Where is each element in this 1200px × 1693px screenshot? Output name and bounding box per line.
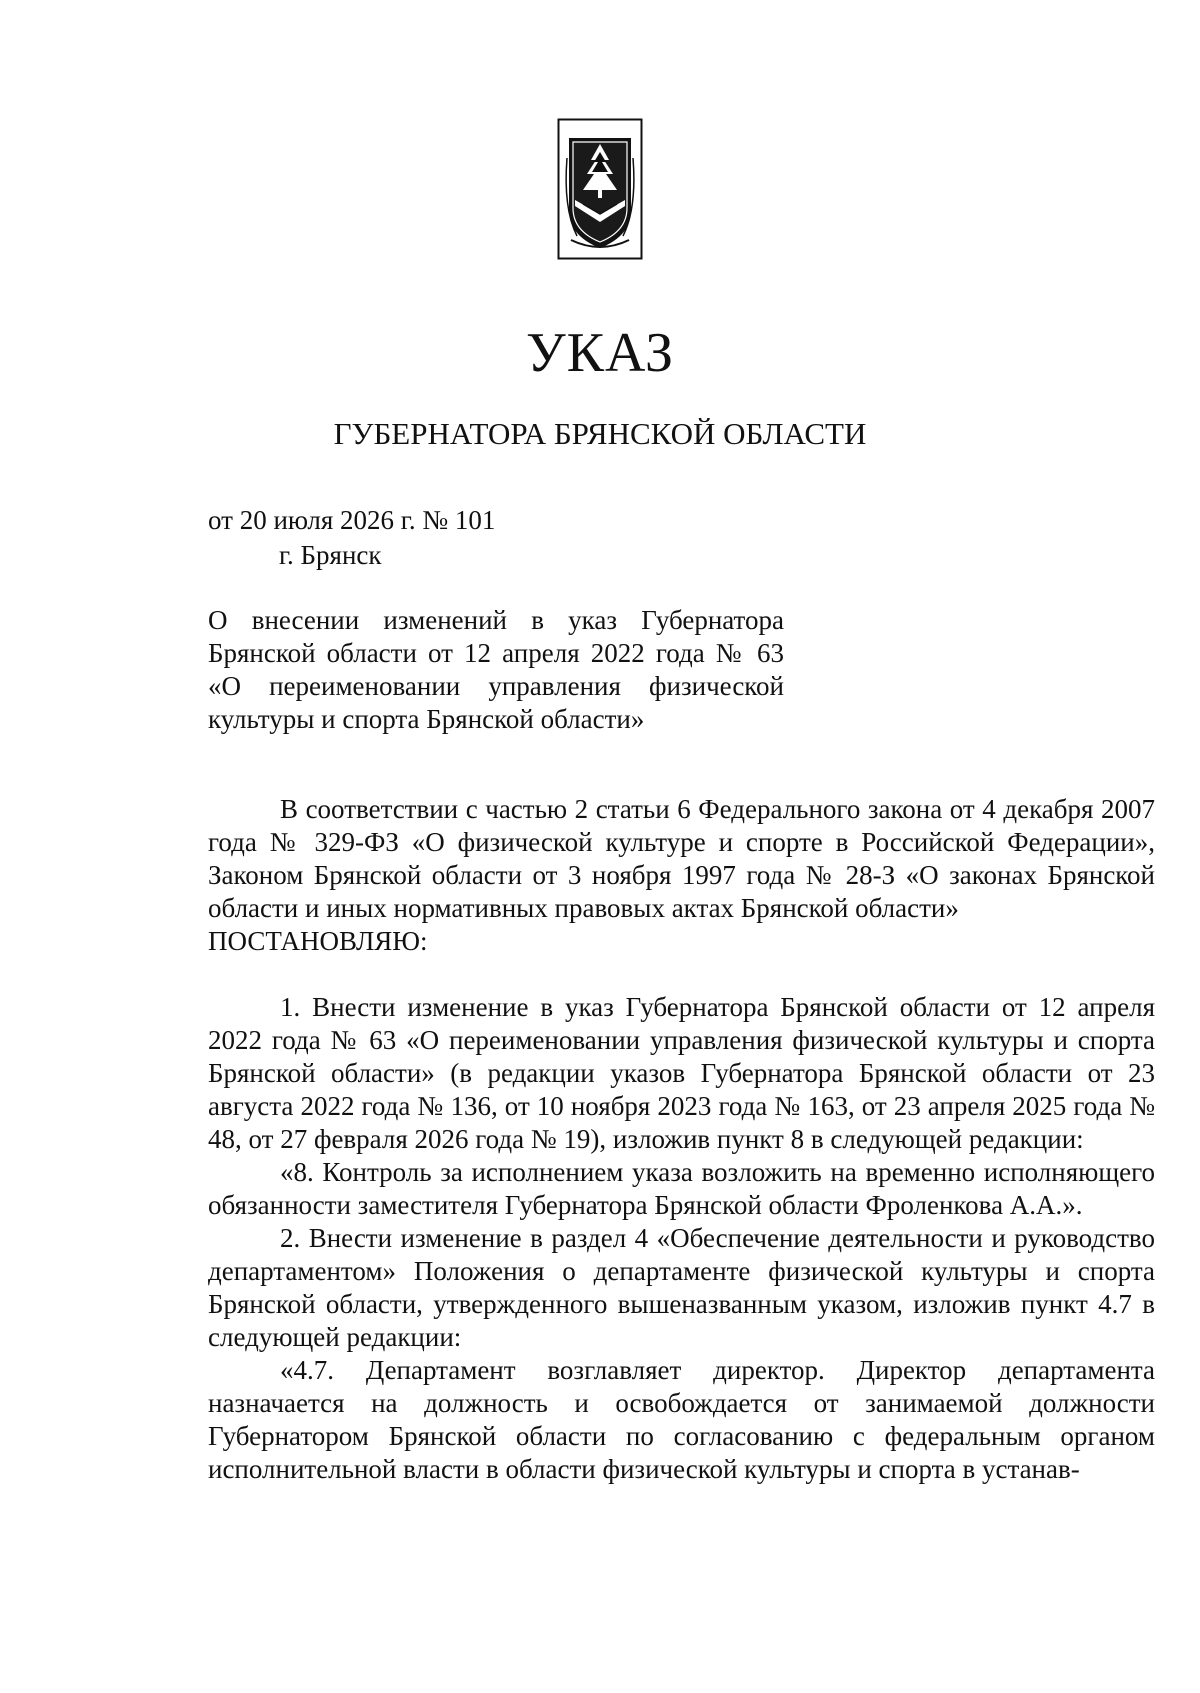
body-paragraph-quote-8: «8. Контроль за исполнением указа возложить на временно исполняющего обязанности заместителя Губернатора Брянской области Фроленкова А.А.».	[208, 1157, 1155, 1220]
document-subtitle: ГУБЕРНАТОРА БРЯНСКОЙ ОБЛАСТИ	[333, 416, 867, 451]
heading-line: культуры и спорта Брянской области»	[208, 704, 645, 734]
paragraph-spacer	[208, 958, 1155, 991]
document-title: УКАЗ	[525, 322, 675, 384]
heading-line: «О переименовании управления физической	[208, 671, 784, 701]
decree-city: г. Брянск	[279, 540, 382, 570]
document-body	[208, 793, 1155, 1486]
bryansk-coat-of-arms-icon	[557, 118, 643, 260]
body-paragraph-quote-4-7: «4.7. Департамент возглавляет директор. Директор департамента назначается на должность и освобождается от занимаемой должности Губернатором Брянской области по согласованию с федеральным органом исполнительной власти в области физической культуры и спорта в устанав-	[208, 1355, 1155, 1484]
heading-line: Брянской области от 12 апреля 2022 года № 63	[208, 638, 784, 668]
heading-line: О внесении изменений в указ Губернатора	[208, 605, 784, 635]
decree-heading	[208, 604, 784, 736]
body-paragraph-1: 1. Внести изменение в указ Губернатора Брянской области от 12 апреля 2022 года № 63 «О переименовании управления физической культуры и спорта Брянской области» (в редакции указов Губернатора Брянской области от 23 августа 2022 года № 136, от 10 ноября 2023 года № 163, от 23 апреля 2025 года № 48, от 27 февраля 2026 года № 19), изложив пункт 8 в следующей редакции:	[208, 992, 1155, 1154]
body-paragraph-2: 2. Внести изменение в раздел 4 «Обеспечение деятельности и руководство департаментом» Положения о департаменте физической культуры и спорта Брянской области, утвержденного вышеназванным указом, изложив пункт 4.7 в следующей редакции:	[208, 1223, 1155, 1352]
preamble-paragraph: В соответствии с частью 2 статьи 6 Федерального закона от 4 декабря 2007 года № 329-ФЗ «О физической культуре и спорте в Российской Федерации», Законом Брянской области от 3 ноября 1997 года № 28-З «О законах Брянской области и иных нормативных правовых актах Брянской области»	[208, 794, 1155, 923]
decree-date-number: от 20 июля 2026 г. № 101	[208, 505, 496, 535]
decree-word: ПОСТАНОВЛЯЮ:	[208, 926, 428, 956]
